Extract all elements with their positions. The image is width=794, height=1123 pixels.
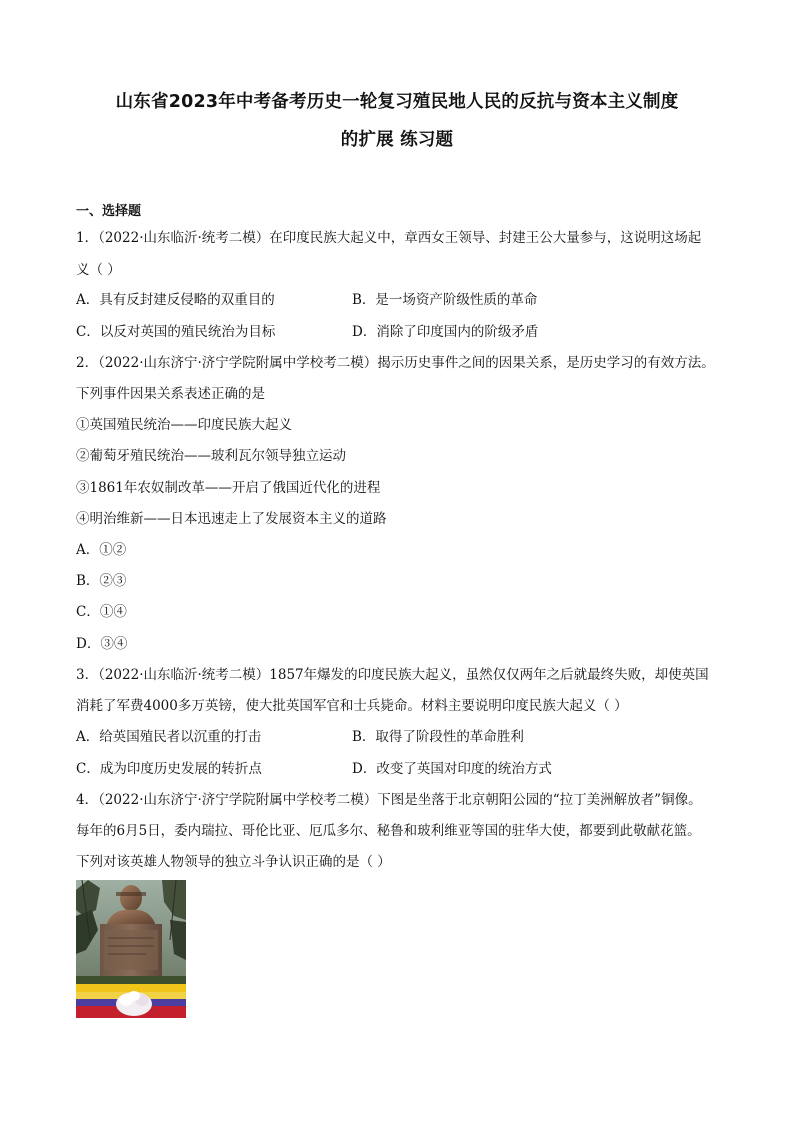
question-2-item-4: ④明治维新——日本迅速走上了发展资本主义的道路	[76, 511, 387, 527]
question-3-option-a: A．给英国殖民者以沉重的打击	[76, 729, 262, 745]
question-1-stem-line2: 义（ ）	[76, 262, 121, 278]
question-3-option-d: D．改变了英国对印度的统治方式	[352, 761, 552, 777]
document-title-line2: 的扩展 练习题	[340, 130, 454, 150]
question-2-item-3: ③1861年农奴制改革——开启了俄国近代化的进程	[76, 480, 381, 496]
question-2-option-c: C．①④	[76, 604, 127, 620]
question-1-option-c: C．以反对英国的殖民统治为目标	[76, 324, 276, 340]
section-heading: 一、选择题	[76, 204, 142, 219]
question-3-stem-line2: 消耗了军费4000多万英镑，使大批英国军官和士兵毙命。材料主要说明印度民族大起义（ ）	[76, 698, 628, 714]
question-2-option-b: B．②③	[76, 573, 127, 589]
question-3-stem-line1: 3．（2022·山东临沂·统考二模）1857年爆发的印度民族大起义，虽然仅仅两年之后就最终失败，却使英国	[76, 667, 709, 683]
question-4-stem-line1: 4．（2022·山东济宁·济宁学院附属中学校考二模）下图是坐落于北京朝阳公园的“拉丁美洲解放者”铜像。	[76, 792, 702, 808]
question-2-item-2: ②葡萄牙殖民统治——玻利瓦尔领导独立运动	[76, 448, 346, 464]
question-2-stem-line1: 2．（2022·山东济宁·济宁学院附属中学校考二模）揭示历史事件之间的因果关系，是历史学习的有效方法。	[76, 355, 715, 371]
question-4-stem-line3: 下列对该英雄人物领导的独立斗争认识正确的是（ ）	[76, 854, 391, 870]
question-4-stem-line2: 每年的6月5日，委内瑞拉、哥伦比亚、厄瓜多尔、秘鲁和玻利维亚等国的驻华大使，都要到此敬献花篮。	[76, 823, 701, 839]
statue-photo	[76, 880, 186, 1018]
question-2-option-a: A．①②	[76, 542, 127, 558]
question-1-option-d: D．消除了印度国内的阶级矛盾	[352, 324, 539, 340]
question-1-option-a: A．具有反封建反侵略的双重目的	[76, 292, 275, 308]
question-3-option-c: C．成为印度历史发展的转折点	[76, 761, 262, 777]
document-title-line1: 山东省2023年中考备考历史一轮复习殖民地人民的反抗与资本主义制度	[115, 92, 679, 112]
question-1-option-b: B．是一场资产阶级性质的革命	[352, 292, 538, 308]
question-2-stem-line2: 下列事件因果关系表述正确的是	[76, 386, 265, 402]
question-2-option-d: D．③④	[76, 636, 128, 652]
question-2-item-1: ①英国殖民统治——印度民族大起义	[76, 417, 292, 433]
question-3-option-b: B．取得了阶段性的革命胜利	[352, 729, 524, 745]
question-1-stem-line1: 1．（2022·山东临沂·统考二模）在印度民族大起义中，章西女王领导、封建王公大量参与，这说明这场起	[76, 230, 702, 246]
